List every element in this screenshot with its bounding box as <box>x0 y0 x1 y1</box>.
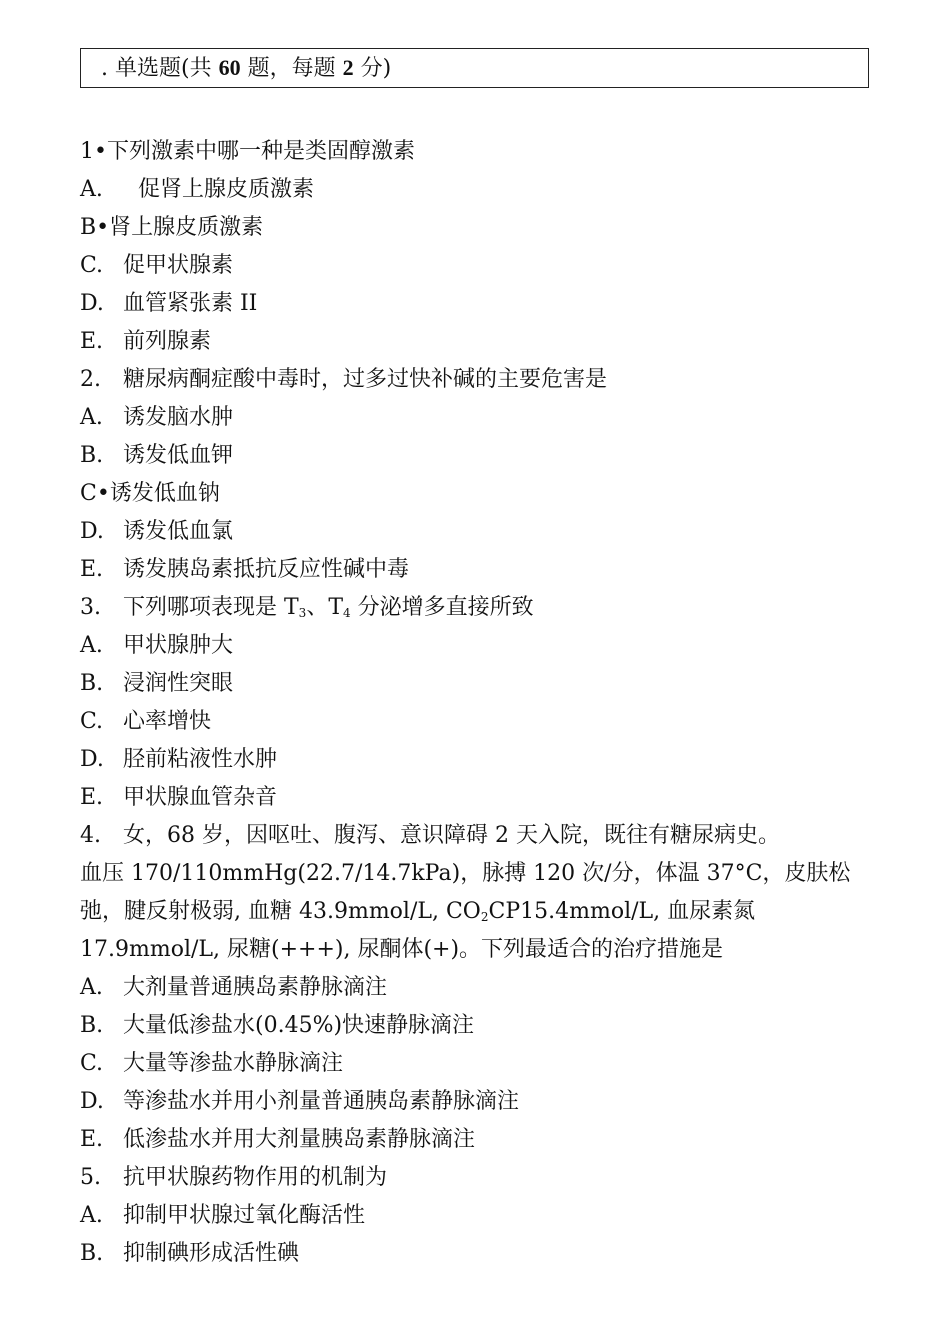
header-suffix: 分) <box>353 56 392 81</box>
option-c <box>80 703 870 741</box>
option-c <box>80 475 870 513</box>
subscript: 2 <box>480 910 489 924</box>
option-label: C. <box>80 253 104 278</box>
option-label: D. <box>80 291 104 316</box>
question-text: 下列激素中哪一种是类固醇激素 <box>106 139 415 164</box>
subscript: 3 <box>298 606 307 620</box>
question-stem-line-2: 血压 170/110mmHg(22.7/14.7kPa)，脉搏 120 次/分，体温 37°C，皮肤松 <box>80 861 851 886</box>
header-question-count: 60 <box>218 55 241 80</box>
option-d <box>80 741 870 779</box>
question-3 <box>80 589 870 817</box>
option-b <box>80 209 870 247</box>
option-b <box>80 665 870 703</box>
question-number: 1• <box>80 139 107 164</box>
question-text: CP15.4mmol/L, 血尿素氮 <box>488 899 756 924</box>
option-text: 抑制碘形成活性碘 <box>123 1241 300 1266</box>
option-label: B. <box>80 1013 104 1038</box>
question-text: 、T <box>306 595 343 620</box>
option-label: D. <box>80 1089 104 1114</box>
question-text: 糖尿病酮症酸中毒时，过多过快补碱的主要危害是 <box>123 367 608 392</box>
option-text: 等渗盐水并用小剂量普通胰岛素静脉滴注 <box>123 1089 520 1114</box>
question-stem <box>80 589 870 627</box>
option-text: 前列腺素 <box>123 329 212 354</box>
option-label: E. <box>80 557 104 582</box>
option-text: 大量低渗盐水(0.45%)快速静脉滴注 <box>123 1013 475 1038</box>
option-text: 抑制甲状腺过氧化酶活性 <box>123 1203 366 1228</box>
question-text: 下列哪项表现是 T <box>123 595 299 620</box>
option-text: 浸润性突眼 <box>123 671 234 696</box>
option-b <box>80 1007 870 1045</box>
option-label: E. <box>80 329 104 354</box>
option-label: A. <box>80 405 103 430</box>
option-label: E. <box>80 785 104 810</box>
subscript: 4 <box>343 606 351 620</box>
option-d <box>80 285 870 323</box>
question-text: 分泌增多直接所致 <box>350 595 534 620</box>
question-number: 3. <box>80 595 101 620</box>
section-header <box>80 48 869 88</box>
option-label: C. <box>80 1051 104 1076</box>
option-text: 诱发脑水肿 <box>123 405 234 430</box>
question-2 <box>80 361 870 589</box>
option-b <box>80 1235 870 1273</box>
question-list <box>80 133 870 1273</box>
option-text: 甲状腺肿大 <box>123 633 234 658</box>
option-text: 胫前粘液性水肿 <box>123 747 278 772</box>
option-text: 促甲状腺素 <box>123 253 234 278</box>
header-prefix: . 单选题(共 <box>101 56 219 81</box>
option-a <box>80 627 870 665</box>
question-number: 2. <box>80 367 101 392</box>
option-label: B. <box>80 443 104 468</box>
option-b <box>80 437 870 475</box>
question-number: 5. <box>80 1165 101 1190</box>
option-e <box>80 551 870 589</box>
option-text: 甲状腺血管杂音 <box>123 785 278 810</box>
option-text: 诱发低血钾 <box>123 443 234 468</box>
question-stem-line-3 <box>80 893 870 931</box>
question-1 <box>80 133 870 361</box>
option-a <box>80 969 870 1007</box>
option-text: 大剂量普通胰岛素静脉滴注 <box>123 975 388 1000</box>
question-4 <box>80 817 870 1159</box>
option-a <box>80 171 870 209</box>
option-e <box>80 779 870 817</box>
option-a <box>80 1197 870 1235</box>
question-stem <box>80 133 870 171</box>
option-text: 诱发低血氯 <box>123 519 234 544</box>
question-stem-line-4: 17.9mmol/L, 尿糖(+++), 尿酮体(+)。下列最适合的治疗措施是 <box>80 937 724 962</box>
question-stem <box>80 361 870 399</box>
option-label: E. <box>80 1127 104 1152</box>
option-text: 心率增快 <box>123 709 212 734</box>
option-label: C. <box>80 709 104 734</box>
header-middle: 题，每题 <box>240 56 343 81</box>
option-c <box>80 1045 870 1083</box>
question-number: 4. <box>80 823 101 848</box>
option-d <box>80 513 870 551</box>
option-text: 诱发胰岛素抵抗反应性碱中毒 <box>123 557 410 582</box>
option-label: A. <box>80 633 103 658</box>
option-label: D. <box>80 747 104 772</box>
option-e <box>80 323 870 361</box>
option-text: 促肾上腺皮质激素 <box>138 177 315 202</box>
question-5 <box>80 1159 870 1273</box>
option-label: D. <box>80 519 104 544</box>
option-d <box>80 1083 870 1121</box>
question-text: 弛，腱反射极弱, 血糖 43.9mmol/L, CO <box>80 899 481 924</box>
option-label: B• <box>80 215 110 240</box>
question-stem <box>80 1159 870 1197</box>
question-stem-line-1 <box>80 817 870 855</box>
option-label: A. <box>80 1203 103 1228</box>
question-text: 女，68 岁，因呕吐、腹泻、意识障碍 2 天入院，既往有糖尿病史。 <box>123 823 780 848</box>
option-text: 血管紧张素 II <box>123 291 258 316</box>
option-a <box>80 399 870 437</box>
option-label: C• <box>80 481 110 506</box>
option-c <box>80 247 870 285</box>
header-points: 2 <box>342 55 354 80</box>
option-text: 大量等渗盐水静脉滴注 <box>123 1051 344 1076</box>
option-label: A. <box>80 975 103 1000</box>
option-text: 低渗盐水并用大剂量胰岛素静脉滴注 <box>123 1127 476 1152</box>
question-text: 抗甲状腺药物作用的机制为 <box>123 1165 388 1190</box>
option-e <box>80 1121 870 1159</box>
option-label: B. <box>80 1241 104 1266</box>
option-text: 肾上腺皮质激素 <box>109 215 264 240</box>
option-label: B. <box>80 671 104 696</box>
option-text: 诱发低血钠 <box>109 481 220 506</box>
option-label: A. <box>80 177 103 202</box>
